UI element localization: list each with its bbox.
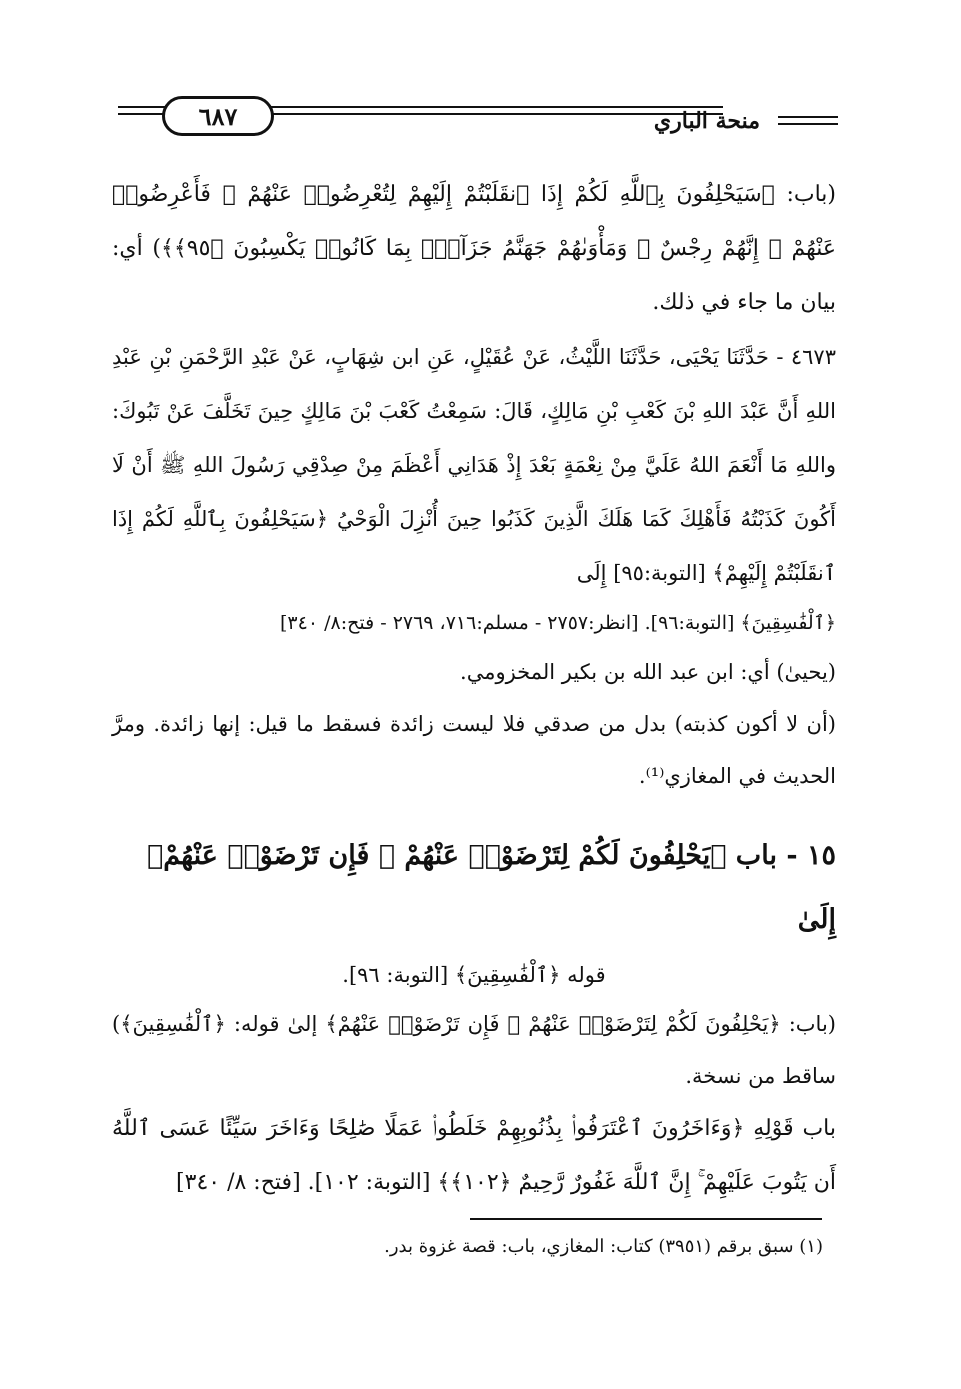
page-header	[118, 92, 838, 142]
chapter-heading-15-continuation: قوله ﴿ٱلْفَٰسِقِينَ﴾ [التوبة: ٩٦].	[342, 963, 606, 987]
page-body	[112, 168, 836, 1210]
bab-missing-note: (باب: ﴿يَحْلِفُونَ لَكُمْ لِتَرْضَوْا۟ عَنْهُمْ ۖ فَإِن تَرْضَوْا۟ عَنْهُمْ﴾ إلىٰ قوله: ﴿ٱلْفَٰسِقِينَ﴾) ساقط من نسخة.	[112, 1012, 836, 1088]
bab-ayah-102: باب قَوْلِهِ ﴿وَءَاخَرُونَ ٱعْتَرَفُوا۟ بِذُنُوبِهِمْ خَلَطُوا۟ عَمَلًا صَٰلِحًا وَءَاخَرَ سَيِّئًا عَسَى ٱللَّهُ أَن يَتُوبَ عَلَيْهِمْ ۚ إِنَّ ٱللَّهَ غَفُورٌ رَّحِيمٌ ﴿١٠٢﴾﴾ [التوبة: ١٠٢]. [فتح: ٨/ ٣٤٠]	[112, 1116, 836, 1195]
page-number: ٦٨٧	[162, 96, 274, 136]
footnote-separator	[470, 1218, 822, 1220]
running-title: منحة الباري	[653, 108, 760, 134]
note-yahya: (يحيىٰ) أي: ابن عبد الله بن بكير المخزومي.	[460, 660, 836, 684]
hadith-reference: ﴿ٱلْفَٰسِقِينَ﴾ [التوبة:٩٦]. [انظر:٢٧٥٧ - مسلم:٧١٦، ٢٧٦٩ - فتح:٨/ ٣٤٠]	[279, 612, 836, 634]
note-kadhabtuhu: (أن لا أكون كذبته) بدل من صدقي فلا ليست زائدة فسقط ما قيل: إنها زائدة. ومرَّ الحديث في المغازي⁽¹⁾.	[112, 712, 836, 788]
chapter-heading-15: ١٥ - باب ﴿يَحْلِفُونَ لَكُمْ لِتَرْضَوْا۟ عَنْهُمْ ۖ فَإِن تَرْضَوْا۟ عَنْهُمْ﴾ إِلَىٰ	[147, 840, 836, 935]
footnote-1: (١) سبق برقم (٣٩٥١) كتاب: المغازي، باب: قصة غزوة بدر.	[384, 1236, 823, 1257]
bab-ayah-95: (باب: ﴿سَيَحْلِفُونَ بِٱللَّهِ لَكُمْ إِذَا ٱنقَلَبْتُمْ إِلَيْهِمْ لِتُعْرِضُوا۟ عَنْهُمْ ۖ فَأَعْرِضُوا۟ عَنْهُمْ ۖ إِنَّهُمْ رِجْسٌ ۖ وَمَأْوَىٰهُمْ جَهَنَّمُ جَزَآءًۢ بِمَا كَانُوا۟ يَكْسِبُونَ ﴿٩٥﴾﴾) أي: بيان ما جاء في ذلك.	[112, 182, 836, 315]
hadith-4673: ٤٦٧٣ - حَدَّثَنَا يَحْيَى، حَدَّثَنَا اللَّيْثُ، عَنْ عُقَيْلٍ، عَنِ ابن شِهَابٍ، عَنْ عَبْدِ الرَّحْمَنِ بْنِ عَبْدِ اللهِ أَنَّ عَبْدَ اللهِ بْنَ كَعْبِ بْنِ مَالِكٍ، قَالَ: سَمِعْتُ كَعْبَ بْنَ مَالِكٍ حِينَ تَخَلَّفَ عَنْ تَبُوكَ: واللهِ مَا أَنْعَمَ اللهُ عَلَيَّ مِنْ نِعْمَةٍ بَعْدَ إِذْ هَدَانِي أَعْظَمَ مِنْ صِدْقِي رَسُولَ اللهِ ﷺ أَنْ لَا أَكُونَ كَذَبْتُهُ فَأَهْلِكَ كَمَا هَلَكَ الَّذِينَ كَذَبُوا حِينَ أُنْزِلَ الْوَحْيُ ﴿سَيَحْلِفُونَ بِٱللَّهِ لَكُمْ إِذَا ٱنقَلَبْتُمْ إِلَيْهِمْ﴾ [التوبة:٩٥] إِلَى	[112, 345, 836, 585]
header-rule-right	[778, 116, 838, 130]
